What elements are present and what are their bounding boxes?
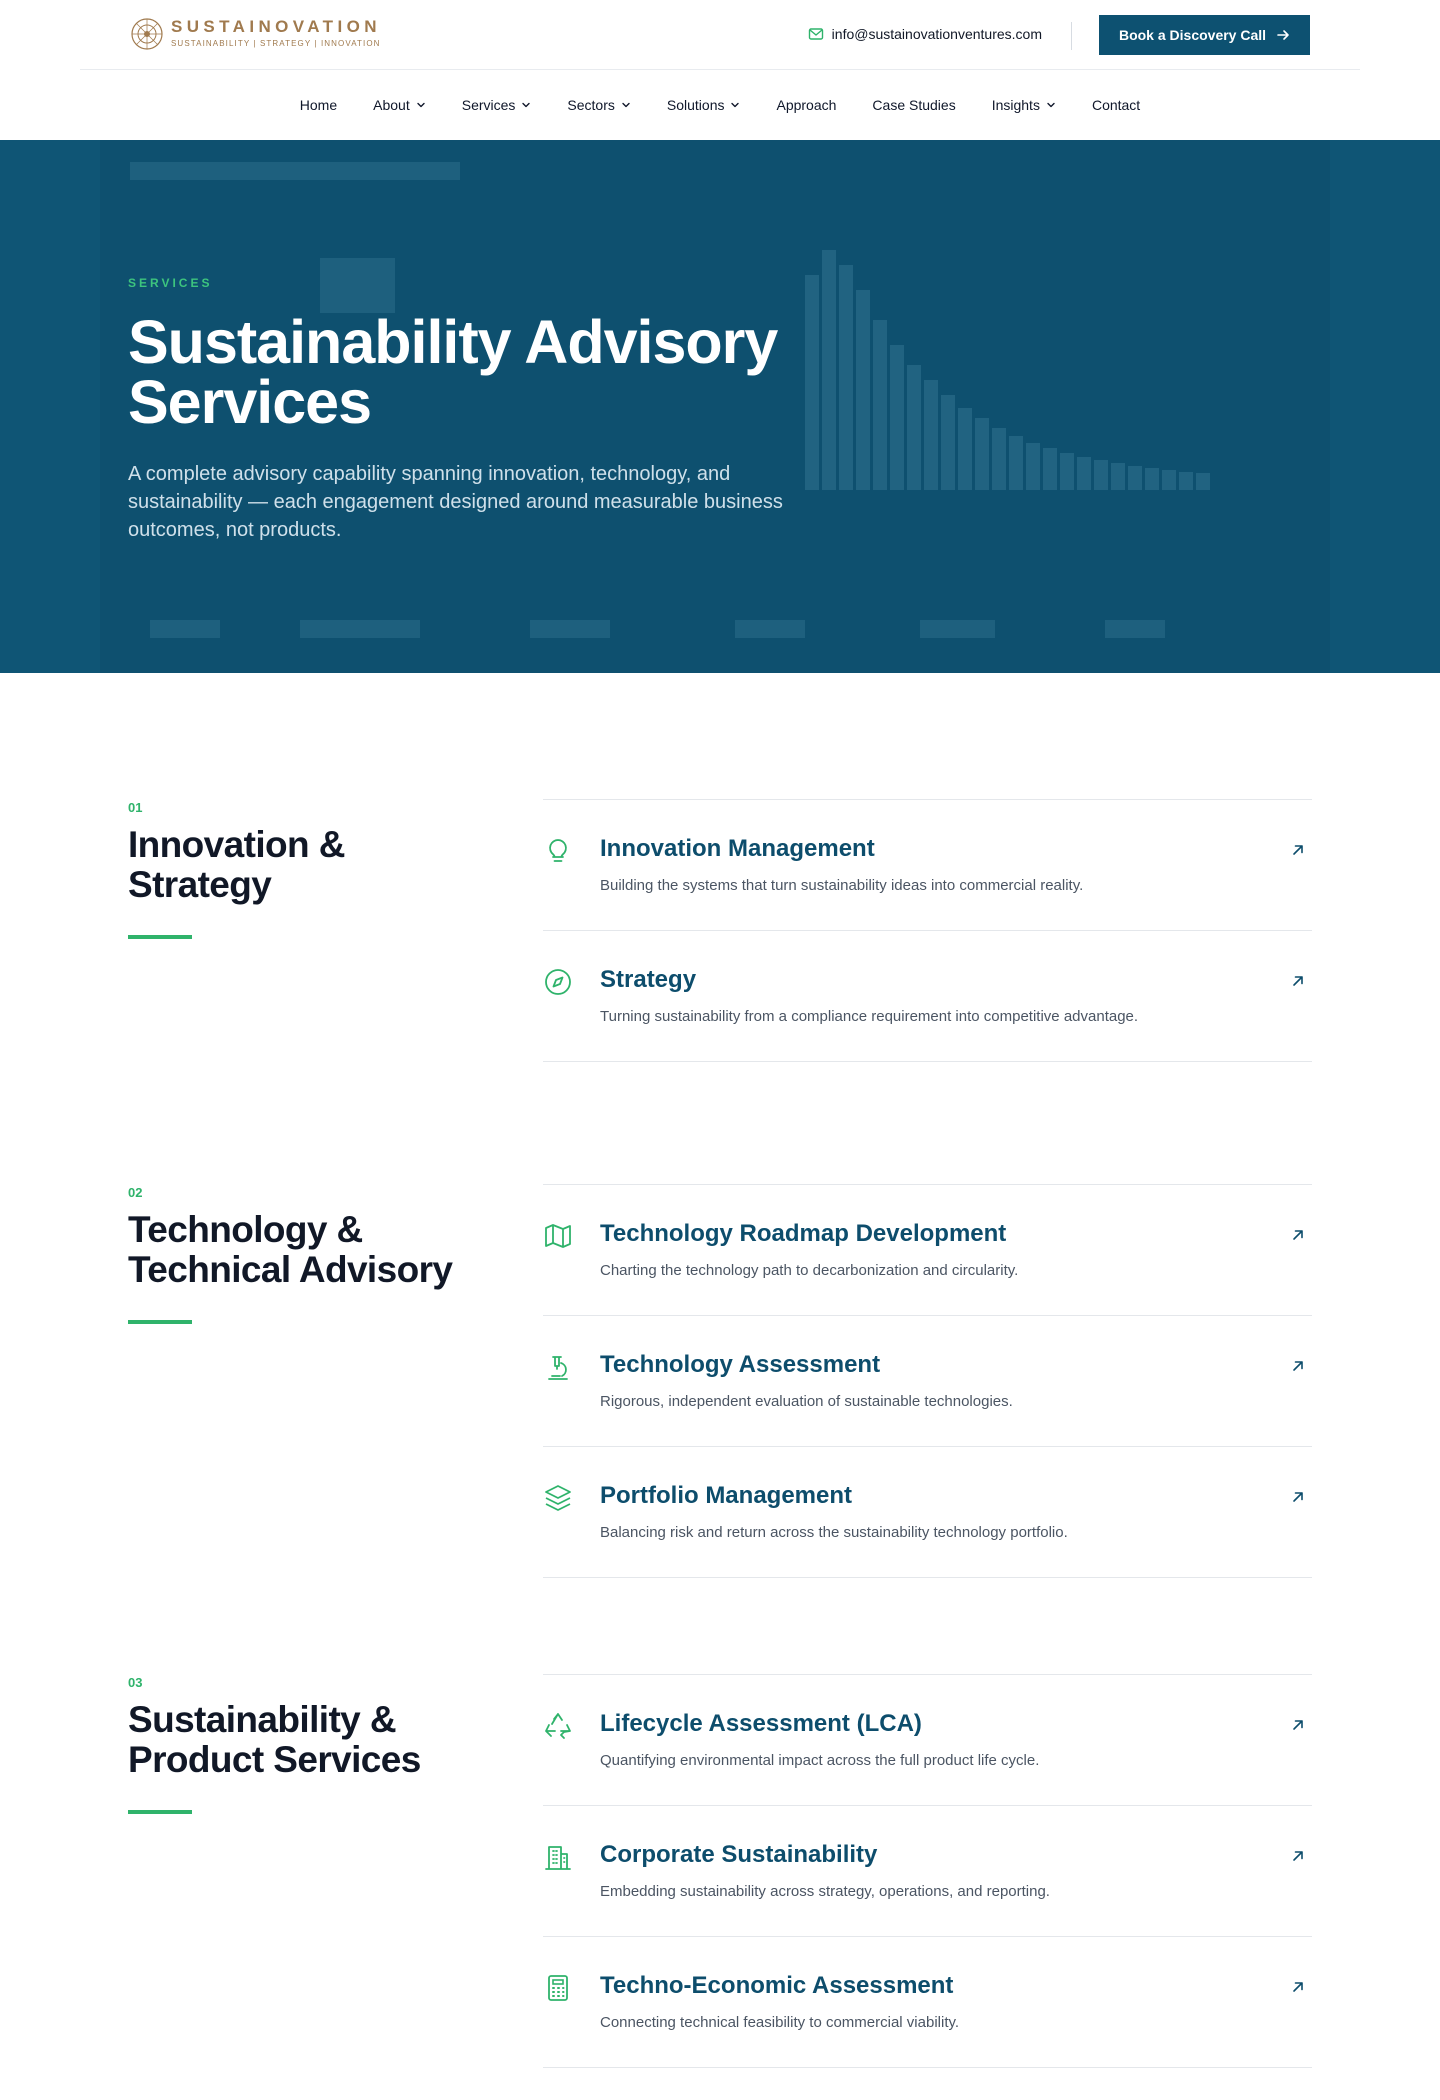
- nav-item-label: Approach: [776, 97, 837, 113]
- section-title: Innovation & Strategy: [128, 824, 345, 905]
- nav-item-home[interactable]: [300, 97, 337, 113]
- hero-subtitle: A complete advisory capability spanning innovation, technology, and sustainability — each engagement designed around measurable business outcomes, not products.: [128, 463, 783, 541]
- nav-item-sectors[interactable]: [567, 97, 630, 113]
- nav-item-approach[interactable]: [776, 97, 836, 113]
- map-icon: [543, 1221, 573, 1251]
- section-title: Sustainability & Product Services: [128, 1699, 421, 1780]
- service-row[interactable]: [543, 1806, 1312, 1937]
- service-title[interactable]: Technology Roadmap Development: [600, 1220, 1007, 1247]
- service-row[interactable]: [543, 1316, 1312, 1447]
- section-number: 03: [128, 1675, 143, 1690]
- service-title[interactable]: Portfolio Management: [600, 1482, 853, 1509]
- logo-mark-icon: [130, 17, 164, 51]
- services-list: [543, 799, 1312, 1062]
- microscope-icon: [543, 1352, 573, 1382]
- service-row[interactable]: [543, 931, 1312, 1062]
- section-accent-bar: [128, 1320, 192, 1324]
- arrow-up-right-icon[interactable]: [1290, 973, 1306, 989]
- cta-label: Book a Discovery Call: [1118, 27, 1267, 43]
- service-description: Embedding sustainability across strategy, operations, and reporting.: [600, 1883, 1050, 1900]
- service-title[interactable]: Lifecycle Assessment (LCA): [600, 1710, 922, 1737]
- service-title[interactable]: Innovation Management: [600, 835, 875, 862]
- chevron-down-icon: [416, 100, 426, 110]
- nav-item-label: Solutions: [666, 97, 725, 113]
- services-list: [543, 1674, 1312, 2068]
- services-list: [543, 1184, 1312, 1578]
- service-title[interactable]: Technology Assessment: [600, 1351, 881, 1378]
- section-title: Technology & Technical Advisory: [128, 1209, 453, 1290]
- arrow-up-right-icon[interactable]: [1290, 842, 1306, 858]
- nav-item-services[interactable]: [462, 97, 532, 113]
- arrow-up-right-icon[interactable]: [1290, 1717, 1306, 1733]
- nav-item-solutions[interactable]: [667, 97, 741, 113]
- chevron-down-icon: [1046, 100, 1056, 110]
- nav-item-insights[interactable]: [992, 97, 1056, 113]
- layers-icon: [543, 1483, 573, 1513]
- arrow-right-icon: [1276, 28, 1290, 42]
- nav-item-label: Case Studies: [872, 97, 956, 113]
- service-description: Connecting technical feasibility to commercial viability.: [600, 2014, 960, 2031]
- chevron-down-icon: [621, 100, 631, 110]
- main-nav: [0, 70, 1440, 140]
- email-text: info@sustainovationventures.com: [831, 26, 1042, 42]
- calculator-icon: [543, 1973, 573, 2003]
- service-description: Building the systems that turn sustainability ideas into commercial reality.: [600, 877, 1084, 894]
- section-accent-bar: [128, 935, 192, 939]
- service-description: Balancing risk and return across the sustainability technology portfolio.: [600, 1524, 1068, 1541]
- section-number: 01: [128, 800, 143, 815]
- chevron-down-icon: [521, 100, 531, 110]
- nav-item-label: Home: [299, 97, 338, 113]
- recycle-icon: [543, 1711, 573, 1741]
- building-icon: [543, 1842, 573, 1872]
- mail-icon: [808, 26, 824, 42]
- brand-tagline: SUSTAINABILITY | STRATEGY | INNOVATION: [171, 39, 381, 48]
- service-row[interactable]: [543, 1937, 1312, 2068]
- service-row[interactable]: [543, 1447, 1312, 1578]
- nav-item-contact[interactable]: [1092, 97, 1140, 113]
- brand-name: SUSTAINOVATION: [171, 17, 381, 36]
- service-row[interactable]: [543, 800, 1312, 931]
- chevron-down-icon: [730, 100, 740, 110]
- email-link[interactable]: [808, 26, 1042, 42]
- service-title[interactable]: Techno-Economic Assessment: [600, 1972, 954, 1999]
- section-accent-bar: [128, 1810, 192, 1814]
- service-title[interactable]: Strategy: [600, 966, 697, 993]
- book-discovery-call-button[interactable]: [1099, 15, 1310, 55]
- nav-item-about[interactable]: [373, 97, 426, 113]
- top-bar: [80, 0, 1360, 70]
- hero-eyebrow: SERVICES: [128, 276, 213, 290]
- lightbulb-icon: [543, 836, 573, 866]
- compass-icon: [543, 967, 573, 997]
- arrow-up-right-icon[interactable]: [1290, 1979, 1306, 1995]
- service-description: Quantifying environmental impact across the full product life cycle.: [600, 1752, 1040, 1769]
- hero: [0, 140, 1440, 673]
- page-title: Sustainability Advisory Services: [128, 308, 778, 436]
- arrow-up-right-icon[interactable]: [1290, 1358, 1306, 1374]
- service-description: Turning sustainability from a compliance requirement into competitive advantage.: [600, 1008, 1139, 1025]
- arrow-up-right-icon[interactable]: [1290, 1848, 1306, 1864]
- nav-item-case-studies[interactable]: [872, 97, 955, 113]
- service-description: Charting the technology path to decarbonization and circularity.: [600, 1262, 1019, 1279]
- nav-item-label: Contact: [1091, 97, 1141, 113]
- arrow-up-right-icon[interactable]: [1290, 1227, 1306, 1243]
- service-title[interactable]: Corporate Sustainability: [600, 1841, 878, 1868]
- nav-item-label: Insights: [991, 97, 1040, 113]
- service-description: Rigorous, independent evaluation of sustainable technologies.: [600, 1393, 1013, 1410]
- section-number: 02: [128, 1185, 143, 1200]
- arrow-up-right-icon[interactable]: [1290, 1489, 1306, 1505]
- service-row[interactable]: [543, 1675, 1312, 1806]
- header-divider: [1071, 22, 1072, 50]
- logo[interactable]: [130, 17, 381, 51]
- nav-item-label: Services: [461, 97, 516, 113]
- nav-item-label: About: [373, 97, 410, 113]
- service-row[interactable]: [543, 1185, 1312, 1316]
- nav-item-label: Sectors: [567, 97, 615, 113]
